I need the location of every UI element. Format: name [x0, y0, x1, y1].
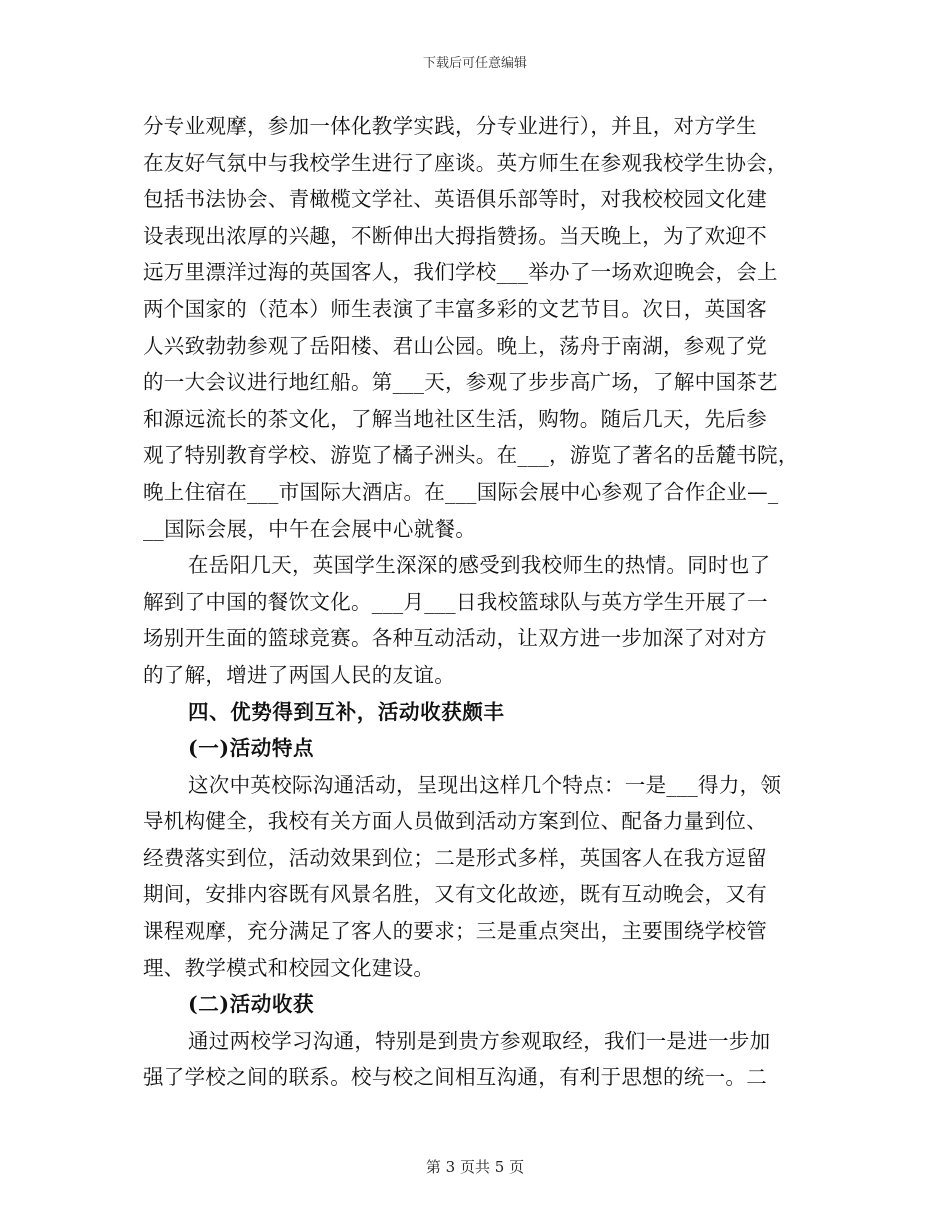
paragraph-line: 远万里漂洋过海的英国客人，我们学校___举办了一场欢迎晚会，会上	[143, 260, 778, 285]
paragraph-line: 在岳阳几天，英国学生深深的感受到我校师生的热情。同时也了	[188, 553, 771, 578]
subsection-heading: (二)活动收获	[188, 992, 315, 1017]
paragraph-3	[143, 767, 803, 987]
paragraph-line: 这次中英校际沟通活动，呈现出这样几个特点：一是___得力，领	[188, 772, 782, 797]
paragraph-2	[143, 547, 803, 693]
paragraph-line: 通过两校学习沟通，特别是到贵方参观取经，我们一是进一步加	[188, 1028, 771, 1053]
paragraph-line: 的了解，增进了两国人民的友谊。	[143, 662, 455, 687]
page-header: 下载后可任意编辑	[422, 56, 527, 71]
paragraph-line: __国际会展，中午在会展中心就餐。	[143, 516, 477, 541]
paragraph-line: 解到了中国的餐饮文化。___月___日我校篮球队与英方学生开展了一	[143, 589, 768, 614]
paragraph-line: 观了特别教育学校、游览了橘子洲头。在___，游览了著名的岳麓书院，	[143, 443, 799, 468]
paragraph-line: 理、教学模式和校园文化建设。	[143, 955, 435, 980]
paragraph-4	[143, 1023, 803, 1096]
paragraph-line: 分专业观摩，参加一体化教学实践，分专业进行），并且，对方学生	[143, 114, 757, 138]
paragraph-line: 课程观摩，充分满足了客人的要求；三是重点突出，主要围绕学校管	[143, 919, 767, 944]
paragraph-line: 包括书法协会、青橄榄文学社、英语俱乐部等时，对我校校园文化建	[143, 187, 767, 212]
paragraph-1	[143, 108, 803, 547]
paragraph-line: 和源远流长的茶文化，了解当地社区生活，购物。随后几天，先后参	[143, 406, 767, 431]
page-footer: 第 3 页共 5 页	[425, 1158, 525, 1176]
paragraph-line: 两个国家的（范本）师生表演了丰富多彩的文艺节目。次日，英国客	[143, 296, 767, 321]
paragraph-line: 期间，安排内容既有风景名胜，又有文化故迹，既有互动晚会，又有	[143, 882, 767, 907]
document-body	[143, 108, 803, 1096]
paragraph-line: 场别开生面的篮球竞赛。各种互动活动，让双方进一步加深了对对方	[143, 626, 767, 651]
paragraph-line: 强了学校之间的联系。校与校之间相互沟通，有利于思想的统一。二	[143, 1065, 767, 1090]
paragraph-line: 人兴致勃勃参观了岳阳楼、君山公园。晚上，荡舟于南湖，参观了党	[143, 333, 767, 358]
section-heading: 四、优势得到互补，活动收获颇丰	[188, 699, 505, 724]
paragraph-line: 的一大会议进行地红船。第___天，参观了步步高广场，了解中国茶艺	[143, 370, 778, 395]
subsection-heading: (一)活动特点	[188, 736, 315, 761]
paragraph-line: 经费落实到位，活动效果到位；二是形式多样，英国客人在我方逗留	[143, 845, 767, 870]
paragraph-line: 设表现出浓厚的兴趣，不断伸出大拇指赞扬。当天晚上，为了欢迎不	[143, 223, 767, 248]
paragraph-line: 晚上住宿在___市国际大酒店。在___国际会展中心参观了合作企业—_	[143, 479, 779, 504]
paragraph-line: 导机构健全，我校有关方面人员做到活动方案到位、配备力量到位、	[143, 809, 767, 834]
paragraph-line: 在友好气氛中与我校学生进行了座谈。英方师生在参观我校学生协会，	[143, 150, 788, 175]
